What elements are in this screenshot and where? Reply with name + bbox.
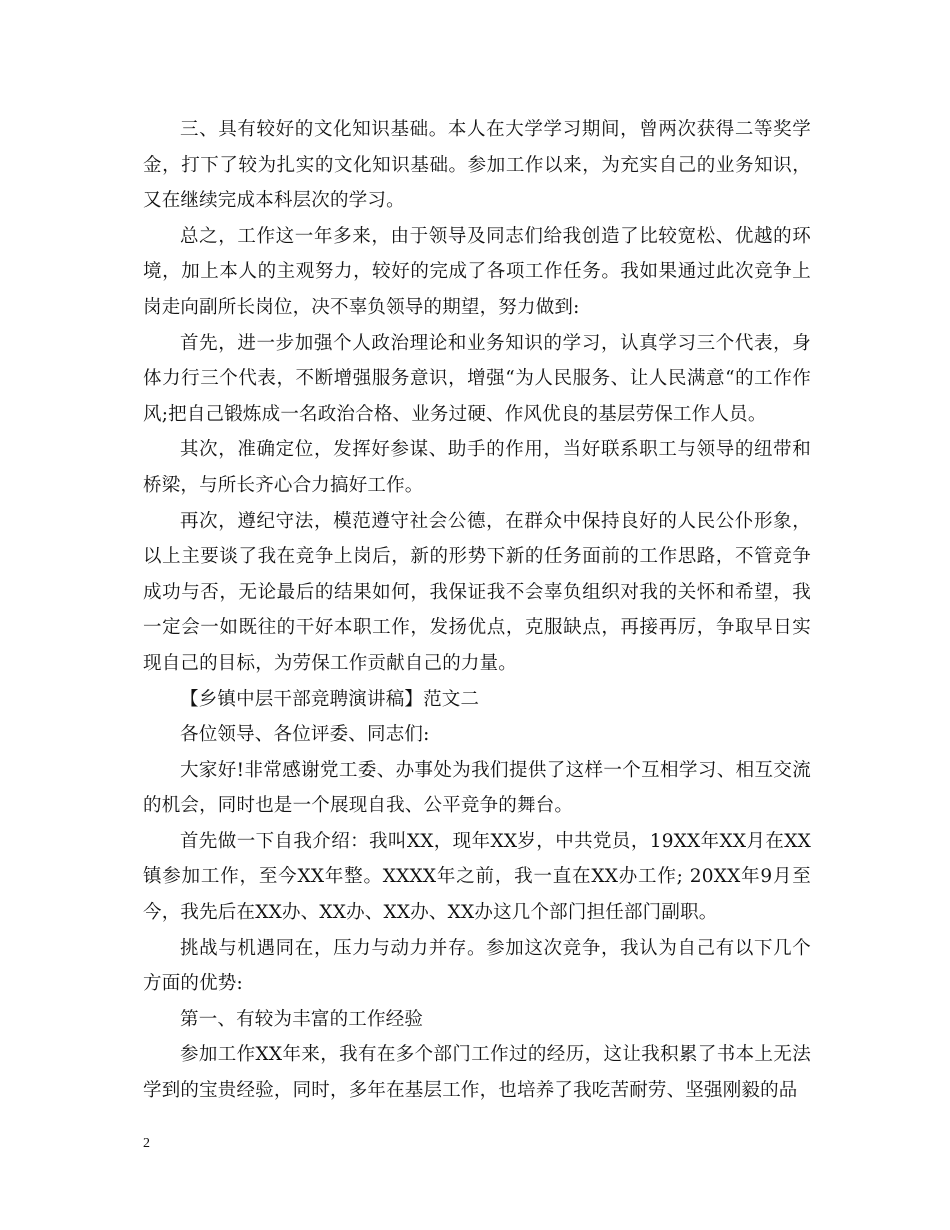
document-body xyxy=(143,112,811,1109)
paragraph-second-commitment: 其次，准确定位，发挥好参谋、助手的作用，当好联系职工与领导的纽带和桥梁，与所长齐心合力搞好工作。 xyxy=(143,439,811,496)
paragraph-education: 三、具有较好的文化知识基础。本人在大学学习期间，曾两次获得二等奖学金，打下了较为扎实的文化知识基础。参加工作以来，为充实自己的业务知识，又在继续完成本科层次的学习。 xyxy=(143,119,811,212)
paragraph-summary: 总之，工作这一年多来，由于领导及同志们给我创造了比较宽松、优越的环境，加上本人的主观努力，较好的完成了各项工作任务。我如果通过此次竞争上岗走向副所长岗位，决不辜负领导的期望，努力做到: xyxy=(143,225,811,318)
paragraph-salutation: 各位领导、各位评委、同志们: xyxy=(180,724,430,746)
paragraph-advantage-one-heading: 第一、有较为丰富的工作经验 xyxy=(180,1008,424,1030)
paragraph-work-experience: 参加工作XX年来，我有在多个部门工作过的经历，这让我积累了书本上无法学到的宝贵经验，同时，多年在基层工作，也培养了我吃苦耐劳、坚强刚毅的品 xyxy=(143,1044,811,1102)
paragraph-first-commitment: 首先，进一步加强个人政治理论和业务知识的学习，认真学习三个代表，身体力行三个代表，不断增强服务意识，增强“为人民服务、让人民满意“的工作作风;把自己锻炼成一名政治合格、业务过硬、作风优良的基层劳保工作人员。 xyxy=(143,332,811,425)
section-heading-sample-two: 【乡镇中层干部竞聘演讲稿】范文二 xyxy=(180,688,480,710)
paragraph-third-commitment: 再次，遵纪守法，模范遵守社会公德，在群众中保持良好的人民公仆形象，以上主要谈了我在竞争上岗后，新的形势下新的任务面前的工作思路，不管竞争成功与否，无论最后的结果如何，我保证我不会辜负组织对我的关怀和希望，我一定会一如既往的干好本职工作，发扬优点，克服缺点，再接再厉，争取早日实现自己的目标，为劳保工作贡献自己的力量。 xyxy=(143,510,811,674)
paragraph-advantages-intro: 挑战与机遇同在，压力与动力并存。参加这次竞争，我认为自己有以下几个方面的优势: xyxy=(143,937,811,995)
page-number: 2 xyxy=(143,1136,150,1151)
paragraph-greeting: 大家好!非常感谢党工委、办事处为我们提供了这样一个互相学习、相互交流的机会，同时也是一个展现自我、公平竞争的舞台。 xyxy=(143,759,811,817)
paragraph-self-introduction: 首先做一下自我介绍：我叫XX，现年XX岁，中共党员，19XX年XX月在XX镇参加工作，至今XX年整。XXXX年之前，我一直在XX办工作; 20XX年9月至今，我先后在XX办、XX办、XX办、XX办这几个部门担任部门副职。 xyxy=(143,830,811,924)
